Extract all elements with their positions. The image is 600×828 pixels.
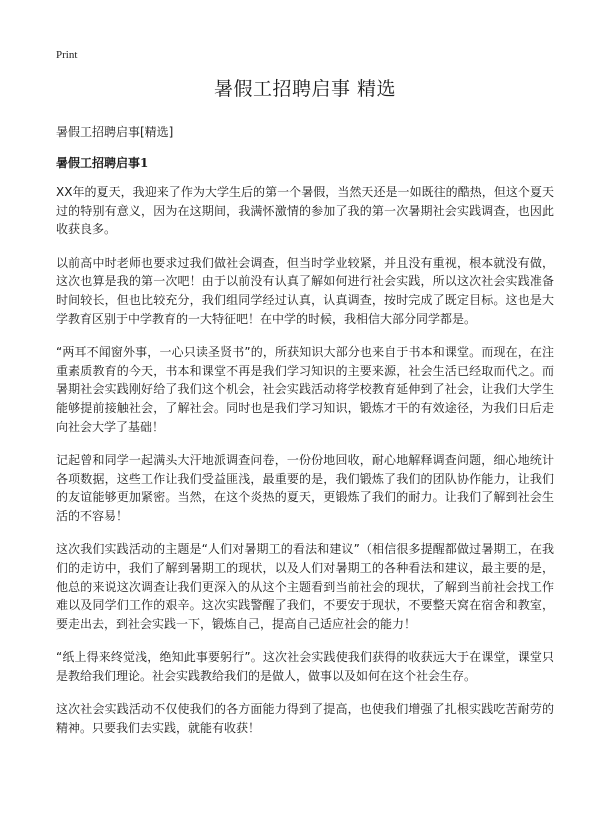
print-label[interactable]: Print [56,49,78,61]
document-subtitle: 暑假工招聘启事[精选] [56,125,174,139]
paragraph-2: 以前高中时老师也要求过我们做社会调查，但当时学业较紧，并且没有重视，根本就没有做，这次也算是我的第一次吧！由于以前没有认真了解如何进行社会实践，所以这次社会实践准备时间较长，但也比较充分，我们组同学经过认真，认真调查，按时完成了既定目标。这也是大学教育区别于中学教育的一大特征吧！在中学的时候，我相信大部分同学都是。 [56,255,554,326]
document-title: 暑假工招聘启事 精选 [213,78,397,100]
section-heading: 暑假工招聘启事1 [56,156,149,170]
paragraph-1: XX年的夏天，我迎来了作为大学生后的第一个暑假，当然天还是一如既往的酷热，但这个夏天过的特别有意义，因为在这期间，我满怀激情的参加了我的第一次暑期社会实践调查，也因此收获良多。 [56,185,554,237]
paragraph-3: “两耳不闻窗外事，一心只读圣贤书”的，所获知识大部分也来自于书本和课堂。而现在，在注重素质教育的今天，书本和课堂不再是我们学习知识的主要来源，社会生活已经取而代之。而暑期社会实践刚好给了我们这个机会，社会实践活动将学校教育延伸到了社会，让我们大学生能够提前接触社会，了解社会。同时也是我们学习知识，锻炼才干的有效途径，为我们日后走向社会大学了基础！ [56,344,554,434]
paragraph-6: “纸上得来终觉浅，绝知此事要躬行”。这次社会实践使我们获得的收获远大于在课堂，课堂只是教给我们理论。社会实践教给我们的是做人，做事以及如何在这个社会生存。 [56,650,554,683]
paragraph-5: 这次我们实践活动的主题是“人们对暑期工的看法和建议”（相信很多提醒都做过暑期工，在我们的走访中，我们了解到暑期工的现状，以及人们对暑期工的各种看法和建议，最主要的是，他总的来说这次调查让我们更深入的从这个主题看到当前社会的现状，了解到当前社会找工作难以及同学们工作的艰辛。这次实践警醒了我们，不要安于现状，不要整天窝在宿舍和教室，要走出去，到社会实践一下，锻炼自己，提高自己适应社会的能力！ [56,542,554,632]
paragraph-4: 记起曾和同学一起满头大汗地派调查问卷，一份份地回收，耐心地解释调查问题，细心地统计各项数据，这些工作让我们受益匪浅，最重要的是，我们锻炼了我们的团队协作能力，让我们的友谊能够更加紧密。当然，在这个炎热的夏天，更锻炼了我们的耐力。让我们了解到社会生活的不容易！ [56,452,554,524]
paragraph-7: 这次社会实践活动不仅使我们的各方面能力得到了提高，也使我们增强了扎根实践吃苦耐劳的精神。只要我们去实践，就能有收获！ [56,702,554,735]
